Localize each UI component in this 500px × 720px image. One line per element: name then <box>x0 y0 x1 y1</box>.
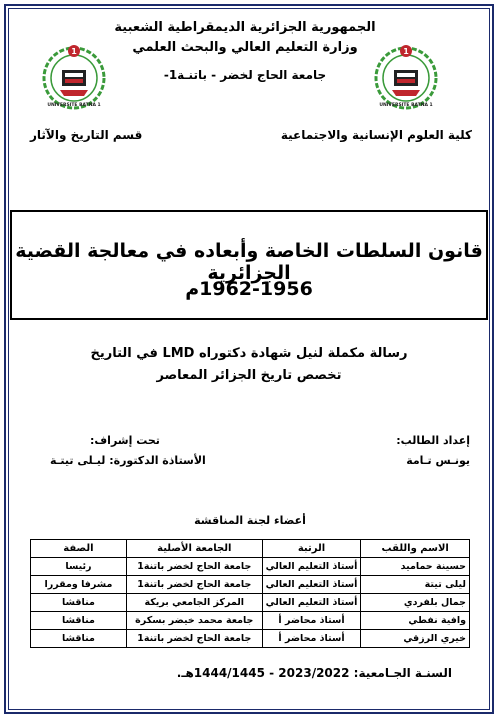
member-name: جمال بلفردي <box>361 594 470 612</box>
table-row <box>31 630 470 648</box>
member-name: ليلى تيتة <box>361 576 470 594</box>
member-role: مناقشا <box>31 594 127 612</box>
member-university: المركز الجامعي بريكة <box>126 594 262 612</box>
member-university: جامعة الحاج لخضر باتنة1 <box>126 558 262 576</box>
logo-banner: UNIVERSITE BATNA 1 <box>379 103 433 108</box>
committee-table <box>30 539 470 648</box>
thesis-period: 1962-1956م <box>185 278 313 300</box>
department-name: قسم التاريخ والآثار <box>30 128 143 142</box>
student-name: يونـس تـامة <box>406 454 470 467</box>
member-rank: أستاذ محاضر أ <box>262 630 361 648</box>
specialization: تخصص تاريخ الجزائر المعاصر <box>156 368 342 383</box>
column-header: الصفة <box>31 540 127 558</box>
member-rank: أستاذ التعليم العالي <box>262 576 361 594</box>
faculty-name: كلية العلوم الإنسانية والاجتماعية <box>280 128 472 142</box>
supervisor-label: تحت إشراف: <box>90 434 160 447</box>
table-row <box>31 576 470 594</box>
thesis-title: قانون السلطات الخاصة وأبعاده في معالجة القضية الجزائرية <box>15 240 483 284</box>
member-university: جامعة محمد خيضر بسكرة <box>126 612 262 630</box>
university-name: جامعة الحاج لخضر - باتنـة1- <box>163 68 327 82</box>
member-role: مناقشا <box>31 630 127 648</box>
column-header: الجامعة الأصلية <box>126 540 262 558</box>
committee-title: أعضاء لجنة المناقشة <box>194 514 306 527</box>
member-rank: أستاذ محاضر أ <box>262 612 361 630</box>
degree-statement: رسالة مكملة لنيل شهادة دكتوراه LMD في التاريخ <box>90 346 408 361</box>
member-role: رئيسا <box>31 558 127 576</box>
member-university: جامعة الحاج لخضر باتنة1 <box>126 630 262 648</box>
member-name: وافية نفطي <box>361 612 470 630</box>
ministry-name: وزارة التعليم العالي والبحث العلمي <box>132 40 358 55</box>
logo-banner: UNIVERSITE BATNA 1 <box>47 103 101 108</box>
member-name: حسينة حماميد <box>361 558 470 576</box>
table-row <box>31 594 470 612</box>
member-role: مناقشا <box>31 612 127 630</box>
student-label: إعداد الطالب: <box>396 434 470 447</box>
member-name: خيري الرزقي <box>361 630 470 648</box>
table-header-row <box>31 540 470 558</box>
academic-year: السنـة الجـامعية: 2023/2022 - 1444/1445هـ. <box>176 666 452 680</box>
column-header: الاسم واللقب <box>361 540 470 558</box>
supervisor-name: الأستاذة الدكتورة: ليـلى تيتـة <box>50 454 206 467</box>
member-university: جامعة الحاج لخضر باتنة1 <box>126 576 262 594</box>
member-role: مشرفا ومقررا <box>31 576 127 594</box>
university-logo-left <box>40 44 108 112</box>
column-header: الرتبة <box>262 540 361 558</box>
table-row <box>31 558 470 576</box>
table-row <box>31 612 470 630</box>
logo-number: 1 <box>403 47 409 56</box>
republic-name: الجمهورية الجزائرية الديمقراطية الشعبية <box>114 20 376 35</box>
university-logo-right <box>372 44 440 112</box>
logo-number: 1 <box>71 47 77 56</box>
member-rank: أستاذ التعليم العالي <box>262 594 361 612</box>
member-rank: أستاذ التعليم العالي <box>262 558 361 576</box>
